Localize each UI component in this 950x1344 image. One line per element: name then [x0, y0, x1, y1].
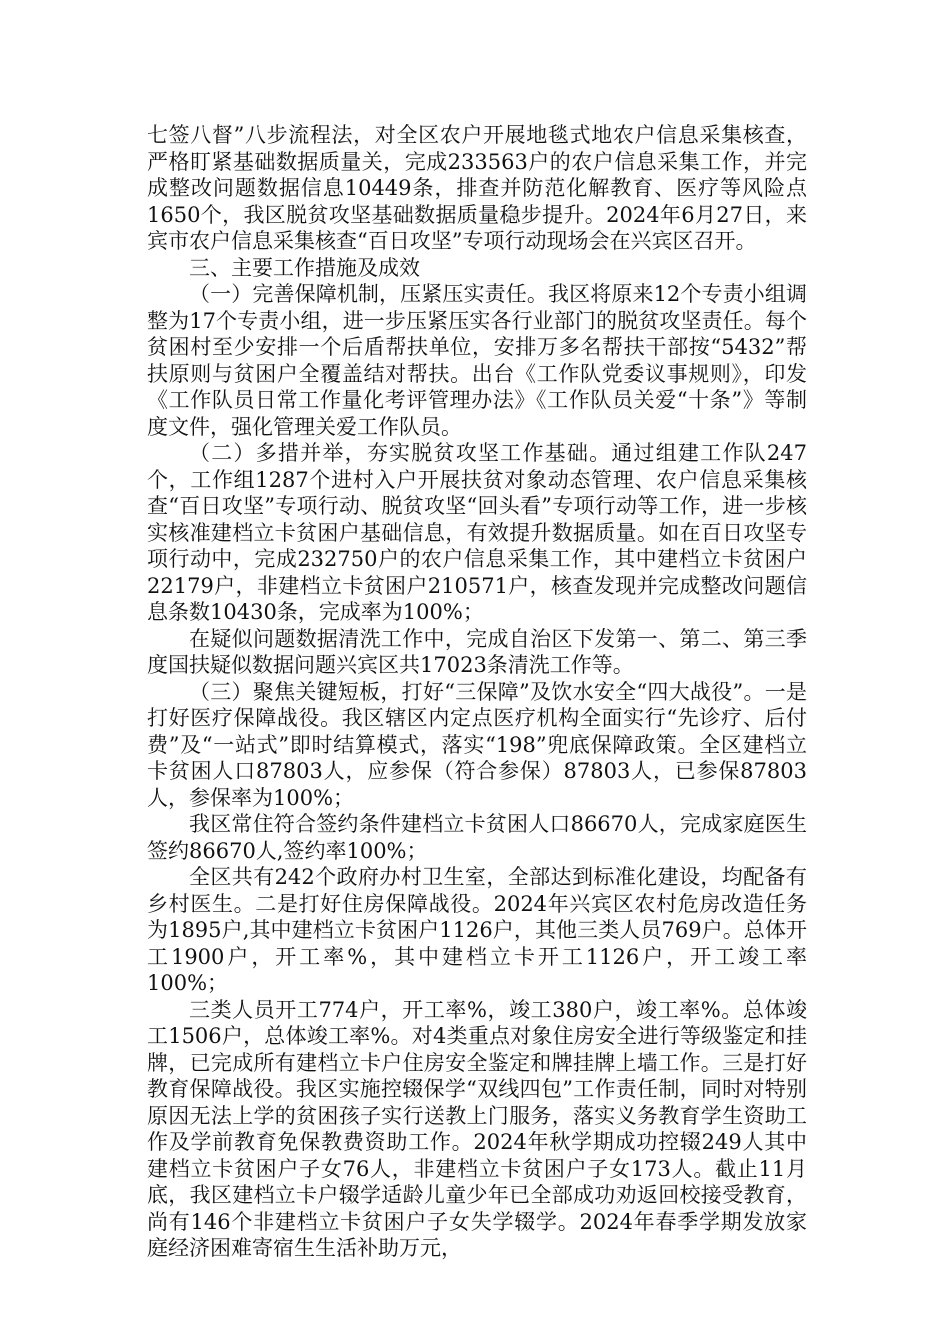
paragraph-measure-3: （三）聚焦关键短板，打好“三保障”及饮水安全“四大战役”。一是打好医疗保障战役。我区辖区内定点医疗机构全面实行“先诊疗、后付费”及“一站式”即时结算模式，落实“198”兜底保障政策。全区建档立卡贫困人口87803人，应参保（符合参保）87803人，已参保87803人，参保率为100%； [147, 679, 807, 810]
section-heading-main-measures: 三、主要工作措施及成效 [189, 255, 420, 280]
paragraph-intro-continuation: 七签八督”八步流程法，对全区农户开展地毯式地农户信息采集核查，严格盯紧基础数据质量关，完成233563户的农户信息采集工作，并完成整改问题数据信息10449条，排查并防范化解教育、医疗等风险点1650个，我区脱贫攻坚基础数据质量稳步提升。2024年6月27日，来宾市农户信息采集核查“百日攻坚”专项行动现场会在兴宾区召开。 [147, 123, 807, 253]
paragraph-family-doctor: 我区常住符合签约条件建档立卡贫困人口86670人，完成家庭医生签约86670人,签约率100%； [147, 812, 807, 863]
paragraph-clinics-housing: 全区共有242个政府办村卫生室，全部达到标准化建设，均配备有乡村医生。二是打好住房保障战役。2024年兴宾区农村危房改造任务为1895户,其中建档立卡贫困户1126户，其他三类人员769户。总体开工1900户，开工率%，其中建档立卡开工1126户，开工竣工率100%； [147, 865, 807, 995]
paragraph-housing-education: 三类人员开工774户，开工率%，竣工380户，竣工率%。总体竣工1506户，总体竣工率%。对4类重点对象住房安全进行等级鉴定和挂牌，已完成所有建档立卡户住房安全鉴定和牌挂牌上墙工作。三是打好教育保障战役。我区实施控辍保学“双线四包”工作责任制，同时对特别原因无法上学的贫困孩子实行送教上门服务，落实义务教育学生资助工作及学前教育免保教费资助工作。2024年秋学期成功控辍249人其中建档立卡贫困户子女76人，非建档立卡贫困户子女173人。截止11月底，我区建档立卡户辍学适龄儿童少年已全部成功劝返回校接受教育，尚有146个非建档立卡贫困户子女失学辍学。2024年春季学期发放家庭经济困难寄宿生生活补助万元， [147, 997, 807, 1260]
document-page [147, 122, 807, 1262]
paragraph-measure-1: （一）完善保障机制，压紧压实责任。我区将原来12个专责小组调整为17个专责小组，进一步压紧压实各行业部门的脱贫攻坚责任。每个贫困村至少安排一个后盾帮扶单位，安排万多名帮扶干部按“5432”帮扶原则与贫困户全覆盖结对帮扶。出台《工作队党委议事规则》，印发《工作队员日常工作量化考评管理办法》《工作队员关爱“十条”》等制度文件，强化管理关爱工作队员。 [147, 282, 807, 439]
paragraph-data-cleaning: 在疑似问题数据清洗工作中，完成自治区下发第一、第二、第三季度国扶疑似数据问题兴宾区共17023条清洗工作等。 [147, 626, 807, 677]
paragraph-measure-2: （二）多措并举，夯实脱贫攻坚工作基础。通过组建工作队247个，工作组1287个进村入户开展扶贫对象动态管理、农户信息采集核查“百日攻坚”专项行动、脱贫攻坚“回头看”专项行动等工作，进一步核实核准建档立卡贫困户基础信息，有效提升数据质量。如在百日攻坚专项行动中，完成232750户的农户信息采集工作，其中建档立卡贫困户22179户，非建档立卡贫困户210571户，核查发现并完成整改问题信息条数10430条，完成率为100%； [147, 441, 807, 624]
